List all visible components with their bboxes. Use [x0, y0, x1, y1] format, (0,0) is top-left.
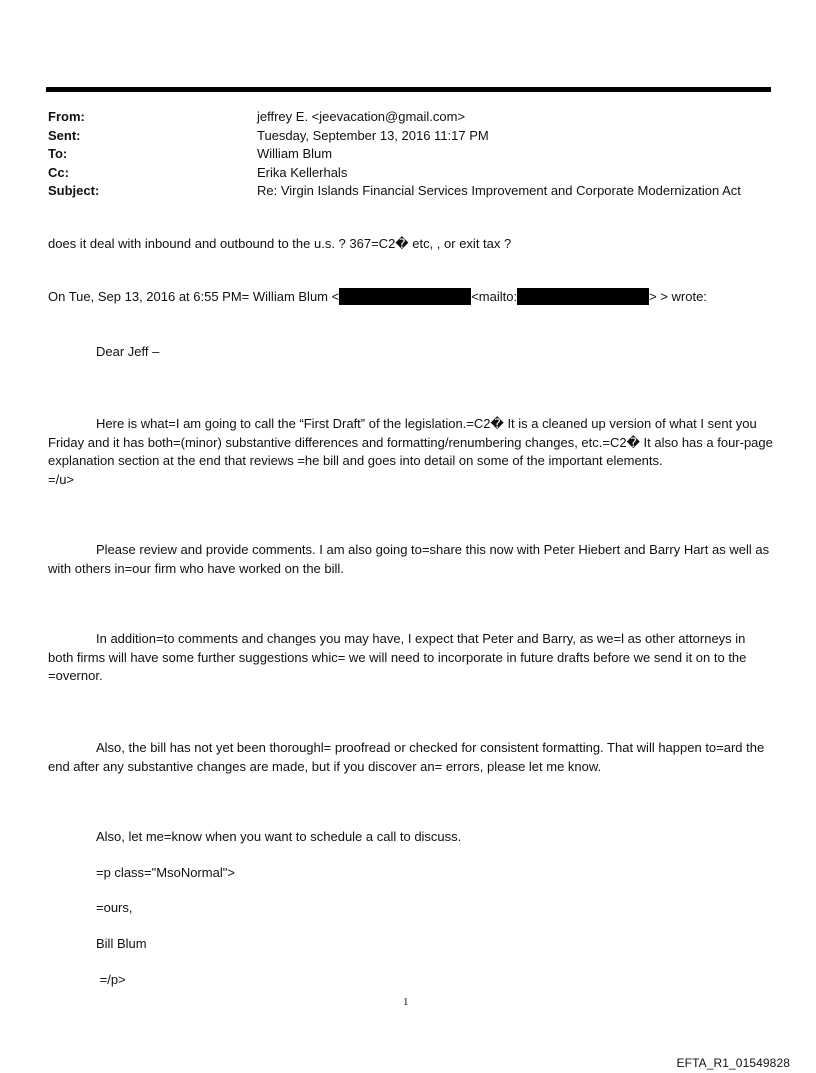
cc-value: Erika Kellerhals — [257, 164, 348, 180]
paragraph-text: Here is what=I am going to call the “First Draft” of the legislation.=C2� It is a cleaned up version of what I sent you Friday and it has both=(minor) substantive differences and formatting/renumbering changes, etc.=C2� It also has a four-page explanation section at the end that reviews =he bill and goes into detail on some of the important elements. — [48, 416, 773, 468]
quote-mailto: <mailto: — [471, 289, 518, 304]
paragraph-tail: =/u> — [48, 471, 75, 487]
subject-label: Subject: — [48, 183, 100, 198]
sent-value: Tuesday, September 13, 2016 11:17 PM — [257, 127, 489, 143]
paragraph — [48, 415, 773, 489]
document-id: EFTA_R1_01549828 — [676, 1056, 790, 1070]
header-rule — [46, 87, 771, 92]
paragraph-text: Also, the bill has not yet been thoroughl= proofread or checked for consistent formatting. That will happen to=ard the end after any substantive changes are made, but if you discover an= errors, please let me know. — [48, 740, 765, 774]
paragraph-text: =ours, — [96, 900, 133, 915]
paragraph-text: In addition=to comments and changes you may have, I expect that Peter and Barry, as we=l as other attorneys in both firms will have some further suggestions whic= we will need to incorporate in future drafts before we send it on to the =overnor. — [48, 631, 747, 683]
redaction-block — [517, 288, 649, 305]
sent-row — [48, 127, 788, 146]
to-label: To: — [48, 146, 68, 161]
to-value: William Blum — [257, 146, 333, 161]
quote-suffix: > > wrote: — [649, 289, 707, 304]
paragraph — [48, 541, 773, 578]
paragraph-text: =/p> — [96, 972, 126, 987]
redaction-block — [339, 288, 471, 305]
paragraph-text: =p class="MsoNormal"> — [96, 865, 235, 880]
paragraph-text: Also, let me=know when you want to schedule a call to discuss. — [96, 829, 462, 844]
cc-row — [48, 164, 788, 183]
sent-label: Sent: — [48, 127, 81, 143]
to-row — [48, 145, 788, 164]
cc-label: Cc: — [48, 164, 69, 180]
quote-line — [48, 288, 773, 307]
paragraph — [48, 630, 773, 686]
paragraph — [48, 739, 773, 776]
subject-value: Re: Virgin Islands Financial Services Improvement and Corporate Modernization Act — [257, 183, 741, 198]
email-header — [48, 108, 788, 201]
paragraph-text: Please review and provide comments. I am also going to=share this now with Peter Hiebert and Barry Hart as well as with others in=our firm who have worked on the bill. — [48, 542, 770, 576]
page-number: 1 — [403, 996, 409, 1008]
from-row — [48, 108, 788, 127]
from-label: From: — [48, 109, 85, 124]
from-value: jeffrey E. <jeevacation@gmail.com> — [257, 109, 466, 124]
signature-name: Bill Blum — [96, 936, 147, 951]
greeting: Dear Jeff – — [96, 344, 160, 359]
subject-row — [48, 182, 788, 201]
quote-prefix: On Tue, Sep 13, 2016 at 6:55 PM= William Blum < — [48, 289, 340, 304]
question-text: does it deal with inbound and outbound to the u.s. ? 367=C2� etc, , or exit tax ? — [48, 236, 512, 251]
